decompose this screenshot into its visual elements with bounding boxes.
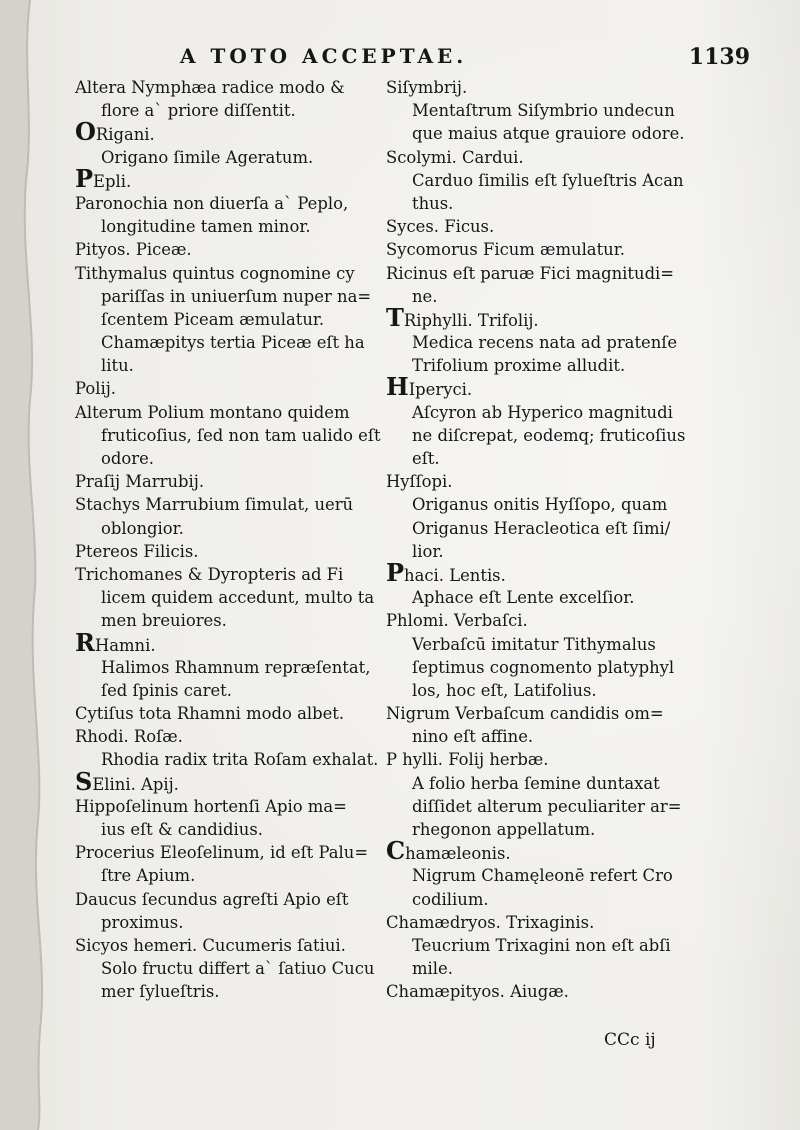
text-line xyxy=(75,377,390,400)
line-text: Daucus ſecundus agreſti Apio eſt xyxy=(75,889,349,909)
text-line xyxy=(386,238,706,261)
text-line xyxy=(386,679,706,702)
text-line xyxy=(386,285,706,308)
text-line xyxy=(75,540,390,563)
line-text: Pityos. Piceæ. xyxy=(75,240,192,260)
line-text: ne diſcrepat, eodemq; fruticoſius xyxy=(412,425,686,445)
line-text: haci. Lentis. xyxy=(404,565,506,585)
text-line xyxy=(386,725,706,748)
line-text: ſeptimus cognomento platyphyl xyxy=(412,657,675,677)
line-text: Solo fructu differt a` ſatiuo Cucu xyxy=(101,959,375,979)
running-head: A TOTO ACCEPTAE. xyxy=(180,44,468,68)
text-line xyxy=(386,702,706,725)
line-text: que maius atque grauiore odore. xyxy=(412,124,685,144)
line-text: oblongior. xyxy=(101,518,184,538)
line-text: Origano ſimile Ageratum. xyxy=(101,147,314,167)
initial-letter: R xyxy=(75,627,95,657)
text-line xyxy=(75,864,390,887)
line-text: Altera Nymphæa radice modo & xyxy=(75,78,345,97)
line-text: P hylli. Folij herbæ. xyxy=(386,750,549,770)
text-line xyxy=(386,818,706,841)
line-text: Origanus onitis Hyſſopo, quam xyxy=(412,495,668,515)
text-line xyxy=(75,586,390,609)
text-line xyxy=(75,748,390,771)
text-line xyxy=(75,76,390,99)
line-text: fruticoſius, ſed non tam ualido eſt xyxy=(101,425,381,445)
text-line xyxy=(75,192,390,215)
line-text: ne. xyxy=(412,286,438,306)
page-number: 1139 xyxy=(688,44,750,70)
text-line xyxy=(386,864,706,887)
line-text: Siſymbrij. xyxy=(386,78,468,97)
line-text: odore. xyxy=(101,449,154,468)
text-line xyxy=(75,627,390,657)
text-line xyxy=(386,372,706,402)
line-text: lior. xyxy=(412,541,444,561)
line-text: ſed ſpinis caret. xyxy=(101,680,232,700)
line-text: mer ſylueſtris. xyxy=(101,982,220,1002)
text-line xyxy=(386,76,706,99)
line-text: Riphylli. Trifolij. xyxy=(403,310,539,330)
line-text: Ricinus eſt paruæ Fici magnitudi= xyxy=(386,263,675,283)
line-text: nino eſt affine. xyxy=(412,727,534,747)
text-line xyxy=(386,748,706,771)
line-text: Tithymalus quintus cognomine cy xyxy=(75,263,355,283)
line-text: codilium. xyxy=(412,889,489,909)
line-text: proximus. xyxy=(101,912,184,932)
line-text: diſſidet alterum peculiariter ar= xyxy=(412,796,682,816)
line-text: litu. xyxy=(101,356,134,376)
text-line xyxy=(386,262,706,285)
line-text: Aſcyron ab Hyperico magnitudi xyxy=(412,402,673,422)
line-text: Rhodi. Roſæ. xyxy=(75,727,183,747)
line-text: Nigrum Verbaſcum candidis om= xyxy=(386,704,664,724)
line-text: Verbaſcū imitatur Tithymalus xyxy=(412,634,656,654)
line-text: Teucrium Trixagini non eſt abſi xyxy=(412,935,671,955)
text-line xyxy=(75,980,390,1003)
line-text: Sicyos hemeri. Cucumeris ſatiui. xyxy=(75,935,346,955)
initial-letter: P xyxy=(75,163,94,193)
text-line xyxy=(386,302,706,332)
line-text: Elini. Apij. xyxy=(92,774,179,794)
line-text: eſt. xyxy=(412,449,440,468)
text-line xyxy=(75,238,390,261)
line-text: ſcentem Piceam æmulatur. xyxy=(101,309,325,329)
text-line xyxy=(386,934,706,957)
line-text: Syces. Ficus. xyxy=(386,217,495,237)
line-text: ius eſt & candidius. xyxy=(101,820,263,839)
line-text: Hippoſelinum hortenſi Apio ma= xyxy=(75,796,347,816)
text-line xyxy=(386,447,706,470)
text-line xyxy=(386,331,706,354)
text-line xyxy=(386,957,706,980)
text-line xyxy=(386,772,706,795)
text-line xyxy=(386,586,706,609)
text-line xyxy=(75,493,390,516)
line-text: hamæleonis. xyxy=(405,844,511,864)
text-line xyxy=(386,169,706,192)
text-line xyxy=(75,911,390,934)
line-text: Aphace eſt Lente excelſior. xyxy=(412,588,635,608)
text-line xyxy=(75,163,390,193)
text-line xyxy=(386,836,706,866)
line-text: Chamæpitys tertia Piceæ eſt ha xyxy=(101,333,365,353)
text-line xyxy=(75,447,390,470)
line-text: thus. xyxy=(412,193,454,213)
torn-page-edge xyxy=(0,0,70,1130)
line-text: los, hoc eſt, Latifolius. xyxy=(412,680,597,700)
text-line xyxy=(386,493,706,516)
line-text: Paronochia non diuerſa a` Peplo, xyxy=(75,193,349,213)
initial-letter: C xyxy=(386,836,406,866)
text-line xyxy=(386,656,706,679)
line-text: Procerius Eleoſelinum, id eſt Palu= xyxy=(75,843,369,863)
text-line xyxy=(386,192,706,215)
text-line xyxy=(386,540,706,563)
line-text: Stachys Marrubium ſimulat, uerū xyxy=(75,495,354,515)
line-text: Origanus Heracleotica eſt ſimi/ xyxy=(412,518,671,538)
line-text: Phlomi. Verbaſci. xyxy=(386,611,528,631)
text-line xyxy=(75,308,390,331)
text-line xyxy=(386,122,706,145)
line-text: pariſſas in uniuerſum nuper na= xyxy=(101,286,372,306)
text-line xyxy=(386,633,706,656)
line-text: Halimos Rhamnum repræſentat, xyxy=(101,657,371,677)
text-line xyxy=(386,354,706,377)
line-text: Scolymi. Cardui. xyxy=(386,147,524,167)
line-text: Epli. xyxy=(93,171,132,191)
text-line xyxy=(386,557,706,587)
line-text: ſtre Apium. xyxy=(101,866,196,886)
text-line xyxy=(75,354,390,377)
line-text: Medica recens nata ad pratenſe xyxy=(412,333,678,353)
text-line xyxy=(75,285,390,308)
line-text: Mentaſtrum Siſymbrio undecun xyxy=(412,101,675,121)
text-line xyxy=(386,911,706,934)
text-line xyxy=(75,841,390,864)
text-line xyxy=(75,99,390,122)
text-line xyxy=(386,470,706,493)
text-line xyxy=(75,609,390,632)
text-line xyxy=(75,679,390,702)
line-text: Chamæpityos. Aiugæ. xyxy=(386,982,569,1002)
line-text: longitudine tamen minor. xyxy=(101,217,311,237)
line-text: Chamædryos. Trixaginis. xyxy=(386,912,595,932)
line-text: licem quidem accedunt, multo ta xyxy=(101,588,375,608)
text-line xyxy=(75,401,390,424)
text-line xyxy=(75,424,390,447)
line-text: Trifolium proxime alludit. xyxy=(412,356,626,376)
line-text: Cytiſus tota Rhamni modo albet. xyxy=(75,704,345,724)
line-text: Rigani. xyxy=(95,125,155,145)
text-line xyxy=(75,262,390,285)
text-line xyxy=(386,99,706,122)
text-line xyxy=(75,146,390,169)
printer-signature: CCc ij xyxy=(604,1030,656,1050)
text-line xyxy=(75,331,390,354)
text-line xyxy=(386,795,706,818)
text-line xyxy=(75,888,390,911)
line-text: men breuiores. xyxy=(101,611,227,631)
text-line xyxy=(75,795,390,818)
text-line xyxy=(75,563,390,586)
line-text: Praſij Marrubij. xyxy=(75,472,205,492)
line-text: Rhodia radix trita Roſam exhalat. xyxy=(101,750,379,770)
text-line xyxy=(386,980,706,1003)
text-line xyxy=(75,818,390,841)
initial-letter: H xyxy=(386,372,409,402)
text-line xyxy=(386,888,706,911)
text-line xyxy=(75,725,390,748)
text-line xyxy=(75,656,390,679)
text-line xyxy=(386,424,706,447)
text-line xyxy=(75,117,390,147)
text-line xyxy=(75,470,390,493)
initial-letter: T xyxy=(386,302,404,332)
left-column xyxy=(75,76,390,1004)
line-text: Trichomanes & Dyropteris ad Fi xyxy=(75,564,344,584)
line-text: Ptereos Filicis. xyxy=(75,541,199,561)
text-line xyxy=(386,146,706,169)
line-text: mile. xyxy=(412,959,453,979)
text-line xyxy=(75,957,390,980)
initial-letter: S xyxy=(75,766,93,796)
line-text: Hyſſopi. xyxy=(386,472,453,492)
line-text: A folio herba ſemine duntaxat xyxy=(412,773,660,793)
text-line xyxy=(75,702,390,725)
line-text: Carduo ſimilis eſt ſylueſtris Acan xyxy=(412,170,684,190)
text-line xyxy=(386,401,706,424)
initial-letter: O xyxy=(75,117,96,147)
text-line xyxy=(75,517,390,540)
text-line xyxy=(75,215,390,238)
line-text: Iperyci. xyxy=(408,380,473,400)
page-header xyxy=(150,44,750,78)
line-text: Polij. xyxy=(75,379,117,399)
text-line xyxy=(75,766,390,796)
right-column xyxy=(386,76,706,1004)
text-line xyxy=(75,934,390,957)
text-line xyxy=(386,517,706,540)
line-text: Nigrum Chamęleonē refert Cro xyxy=(412,866,673,886)
text-line xyxy=(386,215,706,238)
initial-letter: P xyxy=(386,557,405,587)
line-text: Alterum Polium montano quidem xyxy=(75,402,350,422)
text-line xyxy=(386,609,706,632)
line-text: rhegonon appellatum. xyxy=(412,820,596,839)
line-text: flore a` priore diſſentit. xyxy=(101,101,296,121)
line-text: Hamni. xyxy=(94,635,156,655)
line-text: Sycomorus Ficum æmulatur. xyxy=(386,240,625,260)
